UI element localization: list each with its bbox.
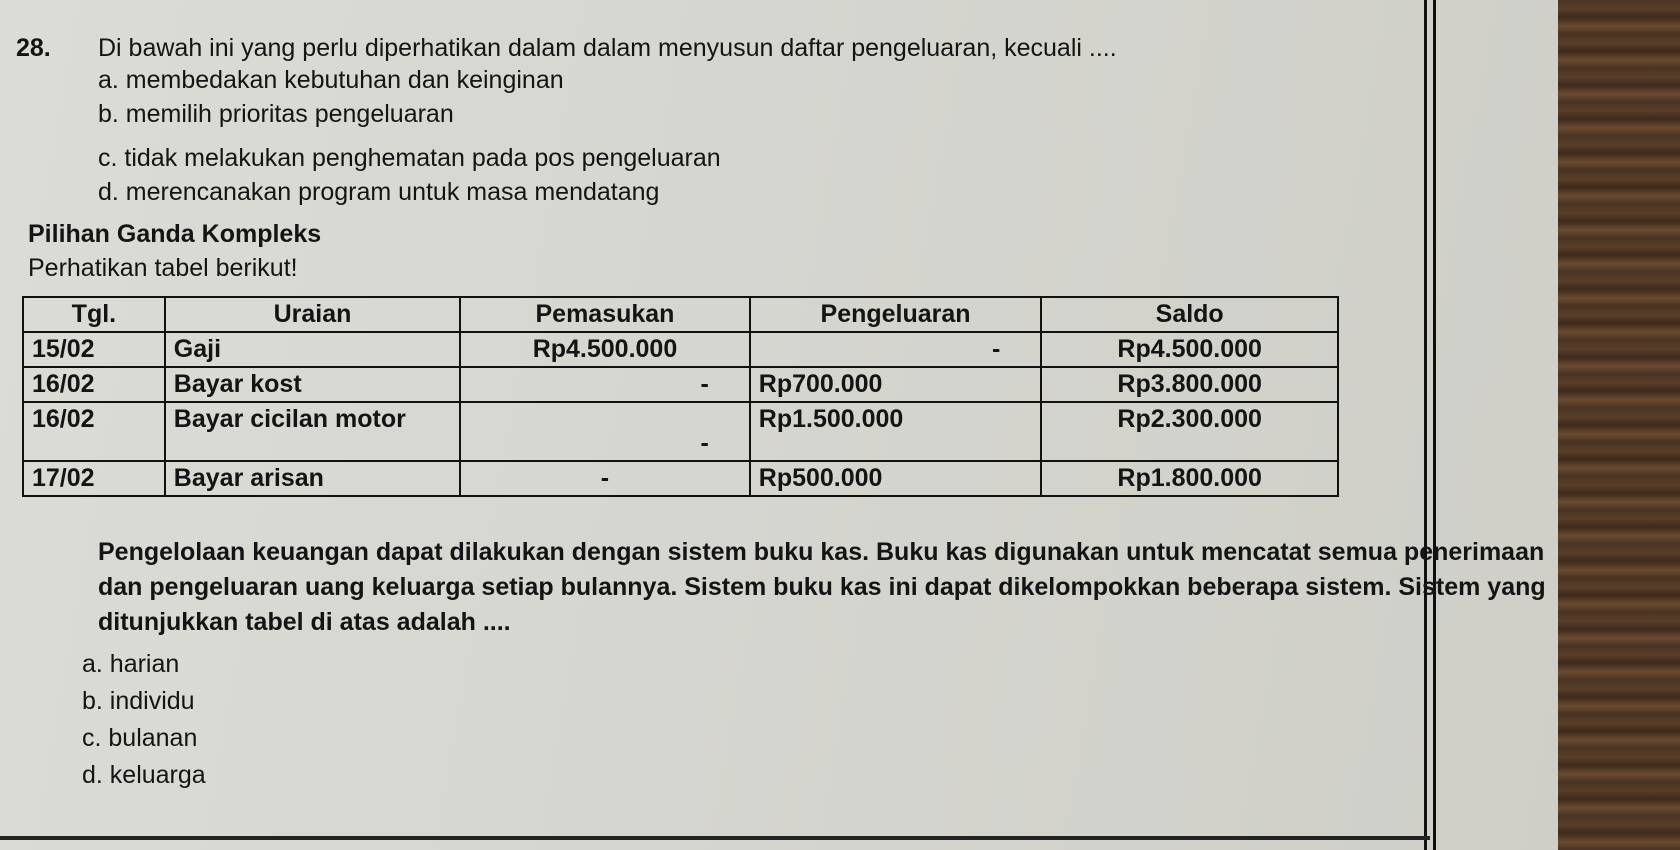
cell-date: 16/02 [23,402,165,461]
option-a: a. membedakan kebutuhan dan keinginan [98,66,564,94]
cash-book-table [22,296,1339,497]
question-29 [16,535,1556,640]
option-b: b. memilih prioritas pengeluaran [98,100,454,128]
option-c: c. tidak melakukan penghematan pada pos pengeluaran [98,144,721,172]
cell-balance: Rp3.800.000 [1041,367,1338,402]
cell-income: - [460,461,750,496]
question-number: 28. [16,34,51,62]
cell-date: 16/02 [23,367,165,402]
cell-expense: - [750,332,1042,367]
cell-income: Rp4.500.000 [460,332,750,367]
cell-description: Bayar kost [165,367,460,402]
option-d: d. keluarga [82,761,206,789]
question-text: Di bawah ini yang perlu diperhatikan dalam dalam menyusun daftar pengeluaran, kecuali .... [98,34,1117,62]
table-instruction: Perhatikan tabel berikut! [28,254,298,282]
header-balance: Saldo [1041,297,1338,332]
cell-balance: Rp2.300.000 [1041,402,1338,461]
table-row [23,367,1338,402]
cell-balance: Rp4.500.000 [1041,332,1338,367]
page-bottom-line [0,836,1430,840]
table-row [23,461,1338,496]
cell-income: - [460,402,750,461]
question-28 [16,34,1117,63]
cell-description: Gaji [165,332,460,367]
table-row [23,402,1338,461]
cell-balance: Rp1.800.000 [1041,461,1338,496]
cell-description: Bayar cicilan motor [165,402,460,461]
header-date: Tgl. [23,297,165,332]
cell-date: 17/02 [23,461,165,496]
section-title: Pilihan Ganda Kompleks [28,220,322,248]
table-header-row [23,297,1338,332]
wood-background [1555,0,1680,850]
cell-expense: Rp500.000 [750,461,1042,496]
option-b: b. individu [82,687,195,715]
header-expense: Pengeluaran [750,297,1042,332]
question-number [16,535,98,570]
header-description: Uraian [165,297,460,332]
cell-date: 15/02 [23,332,165,367]
question-text: Pengelolaan keuangan dapat dilakukan dengan sistem buku kas. Buku kas digunakan untuk mencatat semua penerimaan dan pengeluaran uang keluarga setiap bulannya. Sistem buku kas ini dapat dikelompokkan beberapa sistem. Sistem yang ditunjukkan tabel di atas adalah .... [98,538,1546,636]
page-border-line [1433,0,1436,850]
header-income: Pemasukan [460,297,750,332]
option-d: d. merencanakan program untuk masa mendatang [98,178,660,206]
option-a: a. harian [82,650,180,678]
cell-description: Bayar arisan [165,461,460,496]
cell-expense: Rp700.000 [750,367,1042,402]
option-c: c. bulanan [82,724,198,752]
cell-income: - [460,367,750,402]
page-border-line [1424,0,1427,850]
table-row [23,332,1338,367]
cell-expense: Rp1.500.000 [750,402,1042,461]
